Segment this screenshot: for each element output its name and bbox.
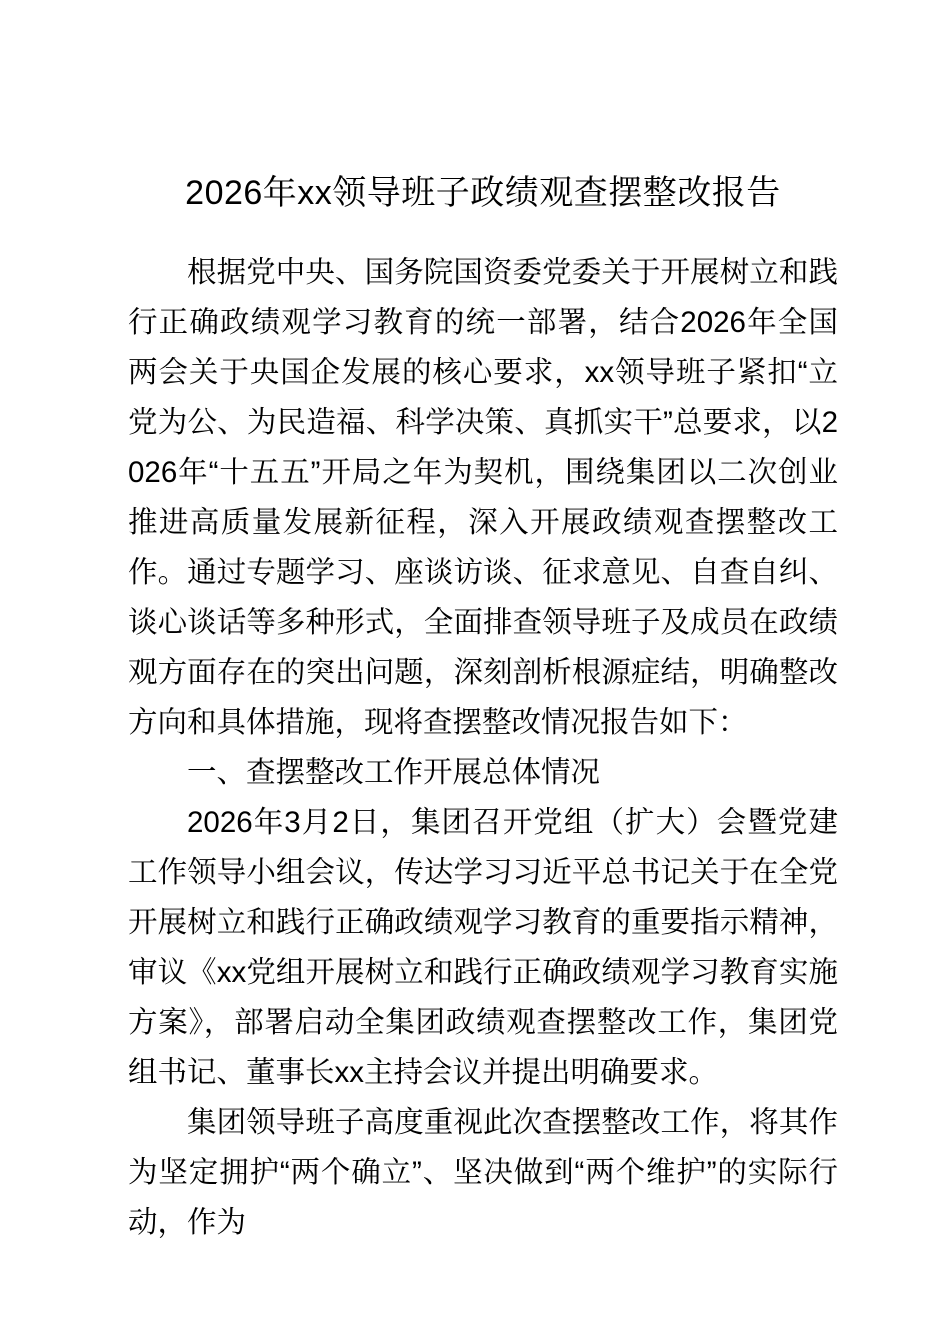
document-content-column	[128, 0, 838, 1248]
paragraph-intro: 根据党中央、国务院国资委党委关于开展树立和践行正确政绩观学习教育的统一部署，结合2026年全国两会关于央国企发展的核心要求，xx领导班子紧扣“立党为公、为民造福、科学决策、真抓实干”总要求，以2026年“十五五”开局之年为契机，围绕集团以二次创业推进高质量发展新征程，深入开展政绩观查摆整改工作。通过专题学习、座谈访谈、征求意见、自查自纠、谈心谈话等多种形式，全面排查领导班子及成员在政绩观方面存在的突出问题，深刻剖析根源症结，明确整改方向和具体措施，现将查摆整改情况报告如下：	[128, 256, 838, 739]
paragraph-leadership-emphasis: 集团领导班子高度重视此次查摆整改工作，将其作为坚定拥护“两个确立”、坚决做到“两个维护”的实际行动，作为	[128, 1106, 838, 1239]
paragraph-meeting-summary: 2026年3月2日，集团召开党组（扩大）会暨党建工作领导小组会议，传达学习习近平总书记关于在全党开展树立和践行正确政绩观学习教育的重要指示精神，审议《xx党组开展树立和践行正确政绩观学习教育实施方案》，部署启动全集团政绩观查摆整改工作，集团党组书记、董事长xx主持会议并提出明确要求。	[128, 806, 838, 1089]
section-heading-1: 一、查摆整改工作开展总体情况	[187, 756, 601, 789]
page-title: 2026年xx领导班子政绩观查摆整改报告	[185, 174, 781, 212]
